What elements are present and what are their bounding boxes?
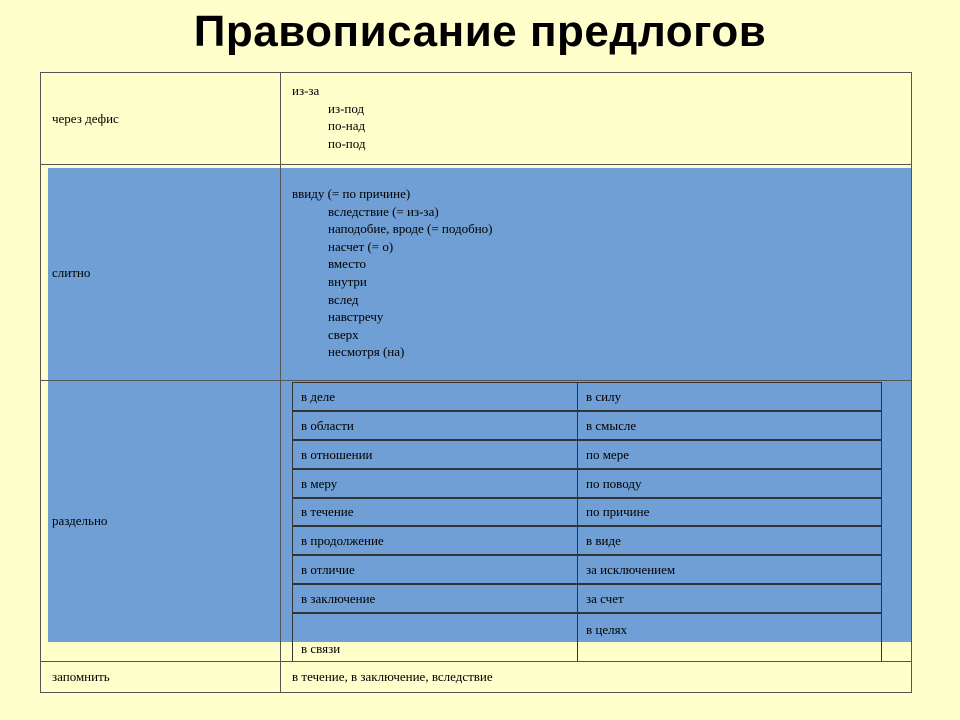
category-hyphen-label: через дефис: [52, 110, 119, 126]
table-cell: [292, 498, 578, 526]
table-cell: [292, 382, 578, 411]
table-cell-text: в отношении: [301, 446, 373, 462]
table-cell-text: в отличие: [301, 561, 355, 577]
table-cell: [577, 498, 882, 526]
word-item: насчет (= о): [328, 238, 394, 254]
word-item: по-под: [328, 135, 366, 151]
table-cell: [292, 526, 578, 555]
word-item: по-над: [328, 118, 366, 134]
table-cell-text: в области: [301, 417, 354, 433]
table-cell-text: в заключение: [301, 590, 376, 606]
table-cell-text: в силу: [586, 388, 622, 404]
category-separate: [40, 380, 281, 662]
remember-value: в течение, в заключение, вследствие: [292, 669, 493, 684]
table-cell: [577, 411, 882, 440]
table-cell: [292, 584, 578, 613]
table-cell: [577, 382, 882, 411]
remember-value-cell: [280, 661, 912, 693]
table-cell-text: в течение: [301, 504, 354, 519]
category-merged: [40, 164, 281, 381]
category-remember-label: запомнить: [52, 669, 110, 684]
table-cell-text: в целях: [586, 622, 628, 637]
word-item: внутри: [328, 273, 367, 289]
word-item: наподобие, вроде (= подобно): [328, 221, 493, 237]
table-cell: [577, 440, 882, 469]
word-item: навстречу: [328, 309, 384, 325]
table-cell-text: за счет: [586, 590, 624, 606]
table-cell-text: в смысле: [586, 417, 637, 433]
table-cell-text: по поводу: [586, 475, 642, 491]
table-cell: [292, 440, 578, 469]
hyphen-words: [280, 72, 912, 165]
table-cell-text: за исключением: [586, 561, 676, 577]
table-cell-text: в виде: [586, 532, 621, 548]
table-cell: [292, 555, 578, 584]
table-cell-text: в меру: [301, 475, 338, 491]
table-cell: [577, 526, 882, 555]
category-hyphen: [40, 72, 281, 165]
table-cell-text: по причине: [586, 504, 650, 519]
category-remember: [40, 661, 281, 693]
page-title: Правописание предлогов: [193, 7, 767, 56]
word-item: ввиду (= по причине): [292, 186, 411, 201]
table-cell: [292, 613, 578, 662]
table-cell: [577, 555, 882, 584]
table-cell-text: в деле: [301, 388, 336, 404]
word-item: сверх: [328, 326, 359, 342]
table-cell-text: в продолжение: [301, 532, 384, 548]
merged-words: [280, 164, 912, 381]
table-cell: [292, 411, 578, 440]
word-item: вслед: [328, 291, 359, 307]
word-item: вместо: [328, 256, 367, 272]
word-item: из-под: [328, 100, 365, 116]
table-cell: [292, 469, 578, 498]
word-item: несмотря (на): [328, 344, 405, 360]
table-cell: [577, 469, 882, 498]
table-cell-text: в связи: [301, 641, 341, 656]
word-item: из-за: [292, 83, 320, 98]
word-item: вследствие (= из-за): [328, 203, 439, 219]
table-cell: [577, 613, 882, 662]
category-separate-label: раздельно: [52, 513, 108, 528]
category-merged-label: слитно: [52, 264, 91, 280]
table-cell-text: по мере: [586, 446, 629, 462]
table-cell: [577, 584, 882, 613]
